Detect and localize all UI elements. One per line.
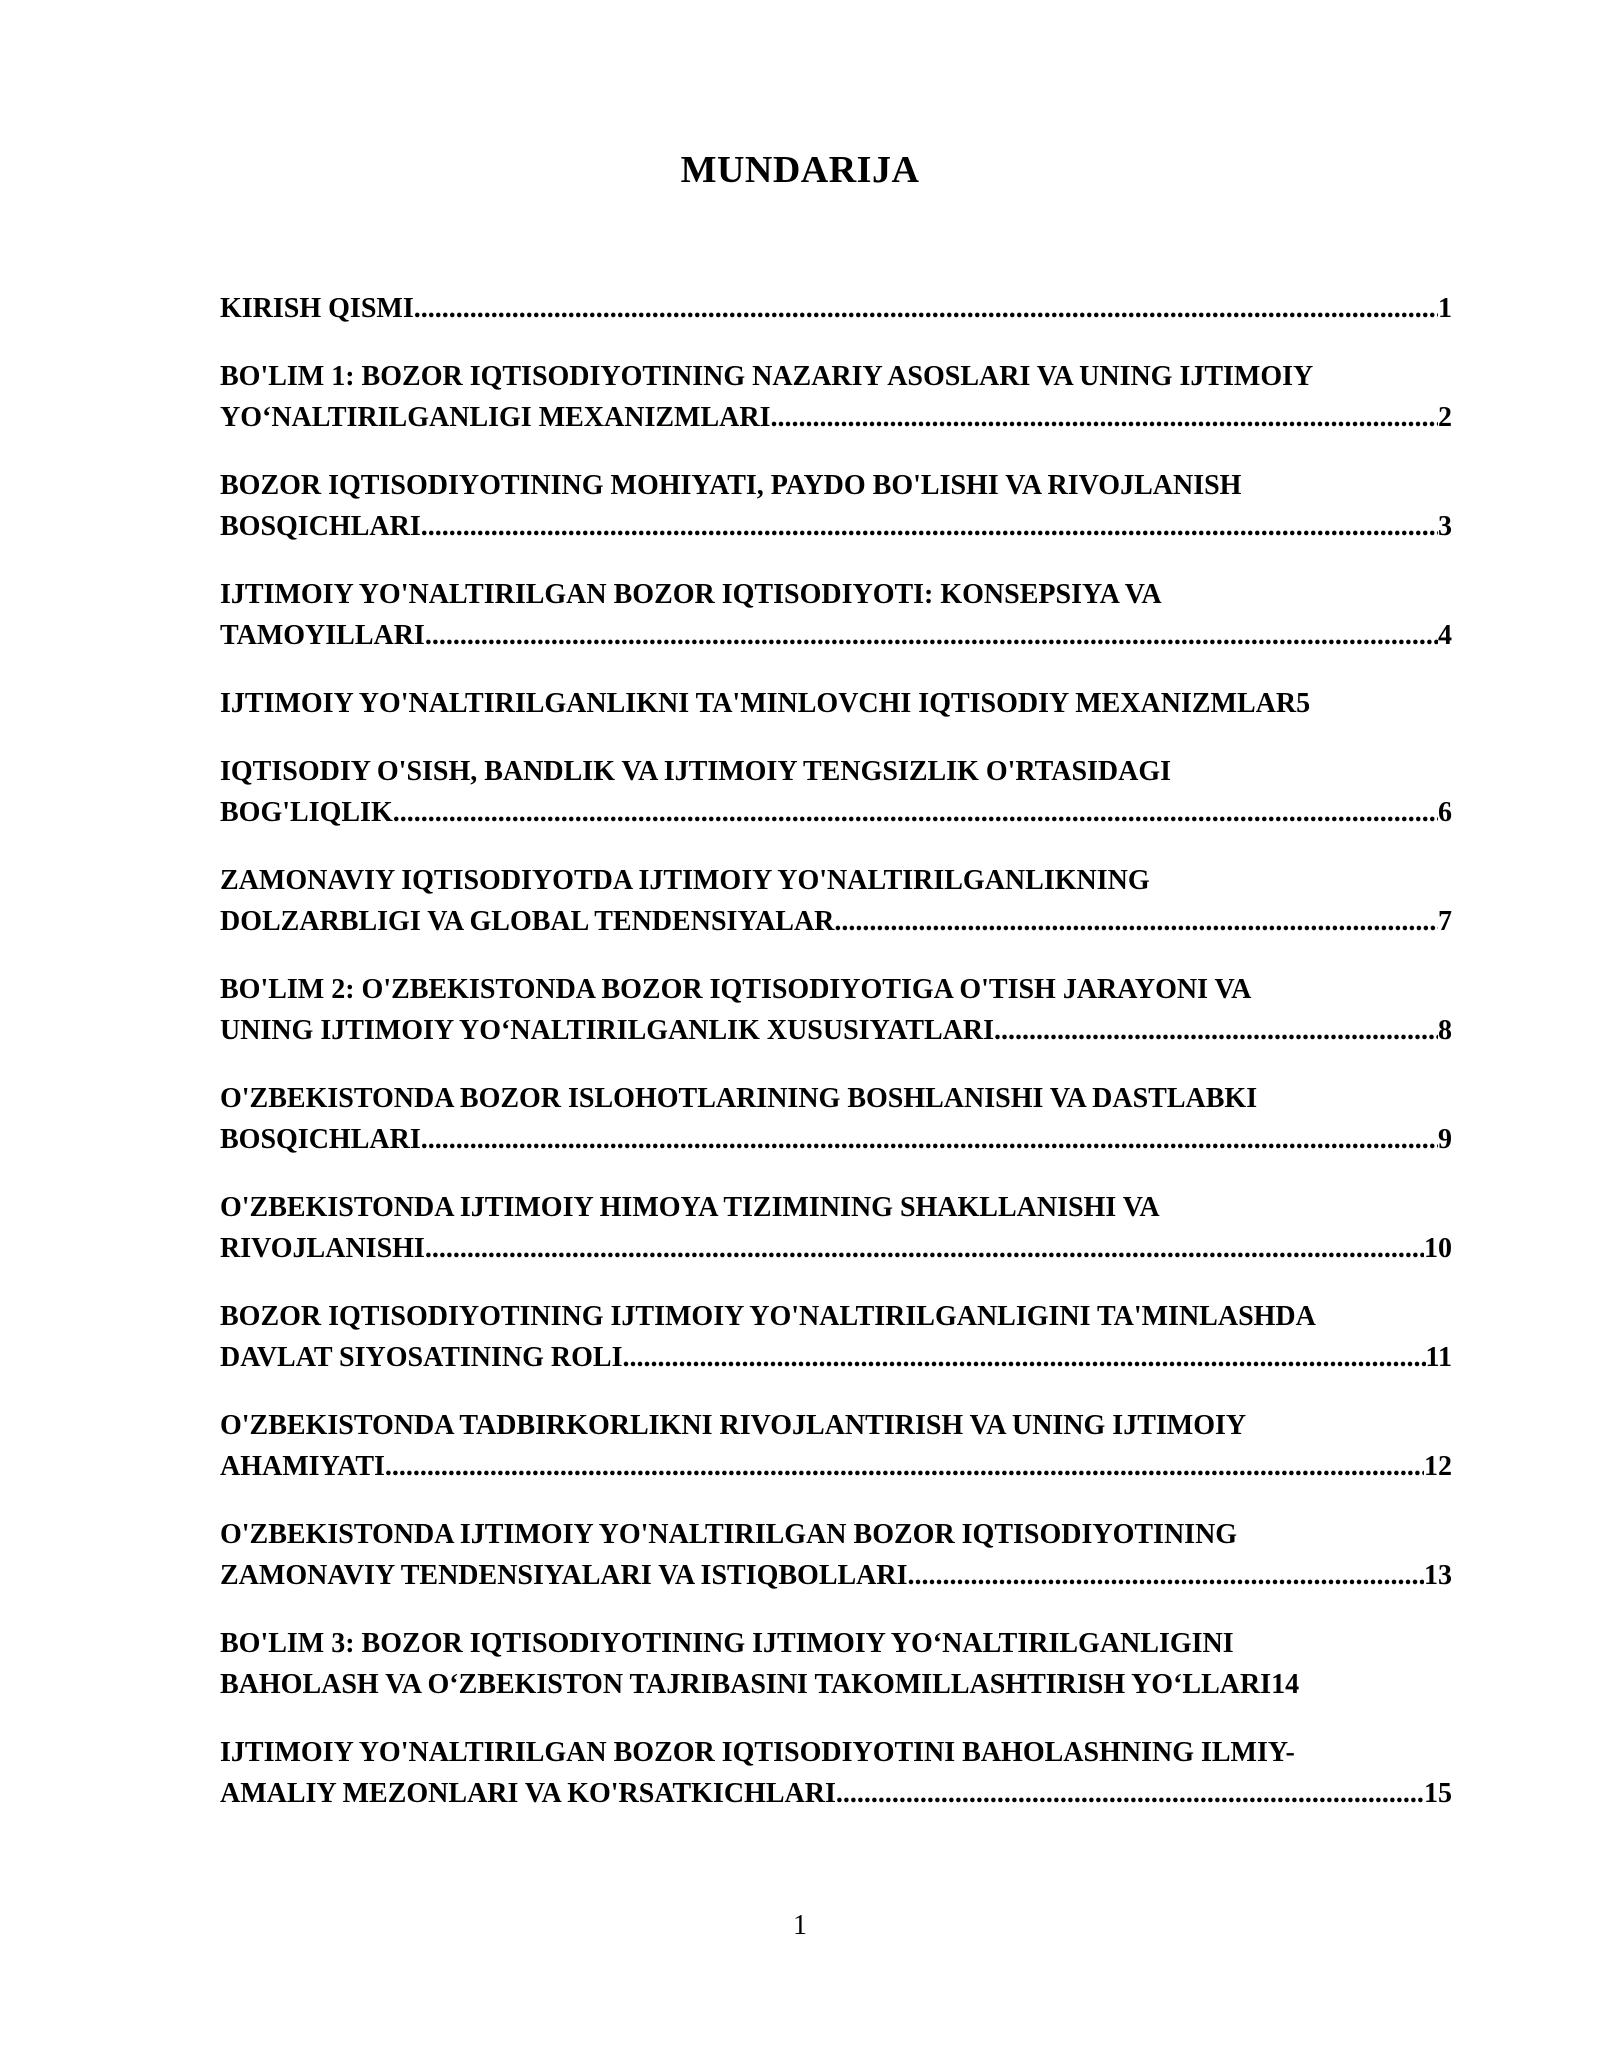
toc-entry-line: [220, 1732, 1452, 1773]
toc-entry-text: BOSQICHLARI: [220, 511, 421, 542]
toc-entry-text: YO‘NALTIRILGANLIGI MEXANIZMLARI: [220, 402, 771, 433]
page-title: MUNDARIJA: [680, 149, 920, 191]
toc-entry-text: ZAMONAVIY TENDENSIYALARI VA ISTIQBOLLARI: [220, 1560, 908, 1591]
toc-entry[interactable]: [220, 1296, 1452, 1378]
toc-page-number: 13: [1424, 1560, 1452, 1591]
toc-entry-text: DAVLAT SIYOSATINING ROLI: [220, 1342, 623, 1373]
toc-page-number: 2: [1438, 402, 1452, 433]
toc-page-number: 7: [1438, 906, 1452, 937]
toc-entry-line: [220, 1514, 1452, 1555]
toc-entry-line: [220, 615, 1452, 656]
toc-entry[interactable]: [220, 465, 1452, 547]
toc-entry-text: TAMOYILLARI: [220, 620, 425, 651]
toc-dot-leader: [994, 1010, 1438, 1051]
toc-entry-text: BOSQICHLARI: [220, 1124, 421, 1155]
toc-entry-text: O'ZBEKISTONDA TADBIRKORLIKNI RIVOJLANTIRISH VA UNING IJTIMOIY: [220, 1410, 1247, 1441]
toc-dot-leader: [385, 1446, 1424, 1487]
toc-entry-text: BO'LIM 3: BOZOR IQTISODIYOTINING IJTIMOIY YO‘NALTIRILGANLIGINI: [220, 1628, 1234, 1659]
toc-entry-line: [220, 465, 1452, 506]
toc-entry[interactable]: [220, 1732, 1452, 1814]
toc-entry-line: [220, 1446, 1452, 1487]
page-number: 1: [793, 1910, 807, 1941]
toc-entry-text: BAHOLASH VA O‘ZBEKISTON TAJRIBASINI TAKOMILLASHTIRISH YO‘LLARI: [220, 1669, 1272, 1700]
toc-entry-line: [220, 1228, 1452, 1269]
toc-entry-text: ZAMONAVIY IQTISODIYOTDA IJTIMOIY YO'NALTIRILGANLIKNING: [220, 865, 1150, 896]
toc-entry-text: UNING IJTIMOIY YO‘NALTIRILGANLIK XUSUSIYATLARI: [220, 1015, 995, 1046]
toc-page-number: 12: [1424, 1451, 1452, 1482]
toc-entry[interactable]: [220, 751, 1452, 833]
toc-entry[interactable]: [220, 1514, 1452, 1596]
toc-entry-line: [220, 1773, 1452, 1814]
toc-entry[interactable]: [220, 860, 1452, 942]
toc-entry-text: BO'LIM 1: BOZOR IQTISODIYOTINING NAZARIY ASOSLARI VA UNING IJTIMOIY: [220, 361, 1314, 392]
toc-entry-line: [220, 506, 1452, 547]
toc-entry-line: [220, 1187, 1452, 1228]
toc-entry[interactable]: [220, 1405, 1452, 1487]
toc-entry-line: [220, 751, 1452, 792]
toc-entry-text: BOZOR IQTISODIYOTINING MOHIYATI, PAYDO BO'LISHI VA RIVOJLANISH: [220, 470, 1242, 501]
toc-entry-text: AHAMIYATI: [220, 1451, 385, 1482]
toc-entry-text: KIRISH QISMI: [220, 293, 414, 324]
toc-entry[interactable]: [220, 574, 1452, 656]
toc-entry-text: IJTIMOIY YO'NALTIRILGAN BOZOR IQTISODIYOTINI BAHOLASHNING ILMIY-: [220, 1737, 1295, 1768]
toc-entry-text: IJTIMOIY YO'NALTIRILGANLIKNI TA'MINLOVCHI IQTISODIY MEXANIZMLAR: [220, 688, 1297, 719]
toc-entry-text: DOLZARBLIGI VA GLOBAL TENDENSIYALAR: [220, 906, 835, 937]
toc-page-number: 9: [1438, 1124, 1452, 1155]
toc-entry-line: [220, 1337, 1452, 1378]
toc-entry-text: BO'LIM 2: O'ZBEKISTONDA BOZOR IQTISODIYOTIGA O'TISH JARAYONI VA: [220, 974, 1252, 1005]
toc-page-number: 8: [1438, 1015, 1452, 1046]
toc-page-number: 11: [1425, 1342, 1452, 1373]
table-of-contents: [220, 288, 1452, 1841]
toc-entry-line: [220, 1664, 1452, 1705]
toc-entry-text: O'ZBEKISTONDA IJTIMOIY YO'NALTIRILGAN BOZOR IQTISODIYOTINING: [220, 1519, 1238, 1550]
toc-entry-line: [220, 1405, 1452, 1446]
toc-entry-line: [220, 1555, 1452, 1596]
toc-dot-leader: [836, 1773, 1424, 1814]
toc-page-number: 3: [1438, 511, 1452, 542]
toc-entry-line: [220, 1078, 1452, 1119]
toc-entry[interactable]: [220, 1187, 1452, 1269]
toc-entry-line: [220, 901, 1452, 942]
toc-entry-line: [220, 1119, 1452, 1160]
toc-entry[interactable]: [220, 356, 1452, 438]
toc-dot-leader: [770, 397, 1438, 438]
toc-page-number: 14: [1271, 1669, 1300, 1700]
toc-dot-leader: [623, 1337, 1426, 1378]
toc-entry[interactable]: [220, 288, 1452, 329]
toc-entry[interactable]: [220, 969, 1452, 1051]
toc-dot-leader: [908, 1555, 1424, 1596]
toc-entry[interactable]: [220, 683, 1452, 724]
toc-dot-leader: [425, 615, 1438, 656]
toc-entry-line: [220, 683, 1452, 724]
toc-page-number: 6: [1438, 797, 1452, 828]
toc-page-number: 15: [1424, 1778, 1452, 1809]
toc-entry-line: [220, 1010, 1452, 1051]
toc-dot-leader: [425, 1228, 1424, 1269]
toc-dot-leader: [421, 1119, 1438, 1160]
toc-page-number: 1: [1438, 293, 1452, 324]
toc-page-number: 5: [1296, 688, 1311, 719]
toc-page-number: 4: [1438, 620, 1452, 651]
toc-entry-line: [220, 1623, 1452, 1664]
toc-entry-line: [220, 288, 1452, 329]
toc-entry-text: IQTISODIY O'SISH, BANDLIK VA IJTIMOIY TENGSIZLIK O'RTASIDAGI: [220, 756, 1172, 787]
toc-entry-line: [220, 1296, 1452, 1337]
toc-entry-text: AMALIY MEZONLARI VA KO'RSATKICHLARI: [220, 1778, 836, 1809]
toc-entry-line: [220, 397, 1452, 438]
toc-entry-text: BOG'LIQLIK: [220, 797, 393, 828]
toc-entry-line: [220, 792, 1452, 833]
toc-entry-line: [220, 574, 1452, 615]
toc-entry-line: [220, 356, 1452, 397]
toc-dot-leader: [414, 288, 1438, 329]
toc-entry-text: RIVOJLANISHI: [220, 1233, 425, 1264]
toc-page-number: 10: [1424, 1233, 1452, 1264]
toc-entry-text: O'ZBEKISTONDA BOZOR ISLOHOTLARINING BOSHLANISHI VA DASTLABKI: [220, 1083, 1258, 1114]
toc-entry-line: [220, 969, 1452, 1010]
toc-entry-text: BOZOR IQTISODIYOTINING IJTIMOIY YO'NALTIRILGANLIGINI TA'MINLASHDA: [220, 1301, 1316, 1332]
toc-dot-leader: [393, 792, 1438, 833]
toc-entry-text: IJTIMOIY YO'NALTIRILGAN BOZOR IQTISODIYOTI: KONSEPSIYA VA: [220, 579, 1162, 610]
toc-entry-text: O'ZBEKISTONDA IJTIMOIY HIMOYA TIZIMINING SHAKLLANISHI VA: [220, 1192, 1160, 1223]
toc-dot-leader: [834, 901, 1438, 942]
toc-entry[interactable]: [220, 1623, 1452, 1705]
toc-entry-line: [220, 860, 1452, 901]
toc-dot-leader: [421, 506, 1438, 547]
toc-entry[interactable]: [220, 1078, 1452, 1160]
